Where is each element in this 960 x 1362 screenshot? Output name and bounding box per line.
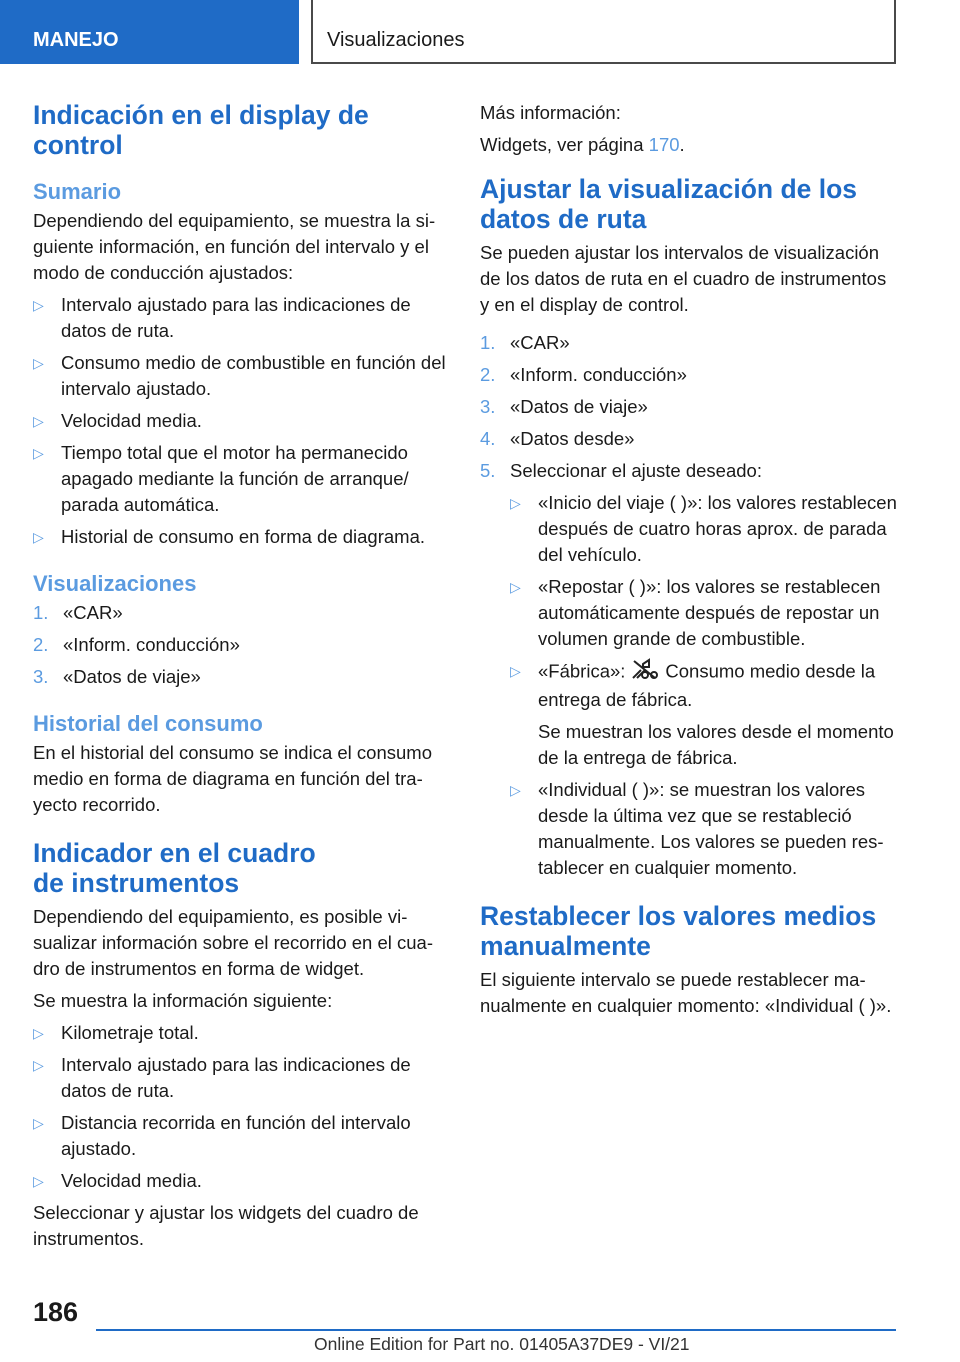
right-column [480, 100, 898, 1025]
list-item: 2. «Inform. conducción» [480, 364, 687, 385]
page-link[interactable]: 170 [648, 134, 680, 155]
list-item: ▷ Distancia recorrida en función del intervalo ajustado. [33, 1112, 411, 1159]
triangle-right-icon: ▷ [33, 413, 44, 429]
list-item: ▷ «Inicio del viaje ( )»: los valores restablecen después de cuatro horas aprox. de parada del vehículo. [510, 492, 897, 565]
section-tab [0, 0, 299, 64]
heading-visualizaciones: Visualizaciones [33, 571, 197, 596]
footer-divider [96, 1329, 896, 1331]
triangle-right-icon: ▷ [33, 1025, 44, 1041]
list-item: 4. «Datos desde» [480, 428, 635, 449]
restablecer-text: El siguiente intervalo se puede restablecer manualmente en cualquier momento: «Individual ( )». [480, 969, 892, 1016]
page-number: 186 [33, 1297, 79, 1327]
list-item: ▷ Consumo medio de combustible en función del intervalo ajustado. [33, 352, 446, 399]
heading-cuadro-instrumentos: Indicador en el cuadro de instrumentos [33, 838, 316, 898]
triangle-right-icon: ▷ [33, 445, 44, 461]
list-item: 3. «Datos de viaje» [33, 666, 201, 687]
section-label: MANEJO [33, 29, 119, 51]
widgets-ref: Widgets, ver página 170. [480, 134, 685, 155]
ajustar-text: Se pueden ajustar los intervalos de visualización de los datos de ruta en el cuadro de instrumentos y en el display de control. [480, 242, 887, 315]
triangle-right-icon: ▷ [33, 297, 44, 313]
heading-sumario: Sumario [33, 179, 122, 204]
heading-display-control: Indicación en el display de control [33, 100, 369, 160]
list-item: ▷ «Fábrica»: Consumo medio desde la entrega de fábrica. [510, 658, 898, 713]
cuadro-final: Seleccionar y ajustar los widgets del cuadro de instrumentos. [33, 1202, 419, 1249]
historial-text: En el historial del consumo se indica el consumo medio en forma de diagrama en función del trayecto recorrido. [33, 742, 432, 815]
triangle-right-icon: ▷ [510, 782, 521, 798]
list-item: ▷ «Repostar ( )»: los valores se restablecen automáticamente después de repostar un volumen grande de combustible. [510, 576, 881, 649]
list-item: 2. «Inform. conducción» [33, 634, 240, 655]
factory-fuel-icon [631, 658, 659, 687]
triangle-right-icon: ▷ [33, 1173, 44, 1189]
triangle-right-icon: ▷ [510, 495, 521, 511]
sumario-intro: Dependiendo del equipamiento, se muestra la siguiente información, en función del intervalo y el modo de conducción ajustados: [33, 210, 436, 283]
left-column [33, 100, 451, 1258]
triangle-right-icon: ▷ [510, 579, 521, 595]
options-list [510, 490, 898, 881]
list-item: ▷ Kilometraje total. [33, 1020, 451, 1046]
triangle-right-icon: ▷ [33, 1115, 44, 1131]
triangle-right-icon: ▷ [33, 355, 44, 371]
list-item: ▷ Intervalo ajustado para las indicaciones de datos de ruta. [33, 1054, 411, 1101]
list-item: ▷ Velocidad media. [33, 1168, 451, 1194]
edition-footer: Online Edition for Part no. 01405A37DE9 - VI/21 [314, 1334, 690, 1354]
cuadro-intro: Dependiendo del equipamiento, es posible visualizar información sobre el recorrido en el cuadro de instrumentos en forma de widget. [33, 906, 434, 979]
chapter-label: Visualizaciones [327, 29, 465, 51]
fabrica-note: Se muestran los valores desde el momento de la entrega de fábrica. [538, 721, 894, 768]
triangle-right-icon: ▷ [33, 1057, 44, 1073]
heading-ajustar: Ajustar la visualización de los datos de ruta [480, 174, 858, 234]
list-item: ▷ Velocidad media. [33, 408, 451, 434]
list-item: ▷ Historial de consumo en forma de diagrama. [33, 524, 451, 550]
cuadro-info: Se muestra la información siguiente: [33, 990, 333, 1011]
mas-info: Más información: [480, 102, 621, 123]
list-item: ▷ Intervalo ajustado para las indicaciones de datos de ruta. [33, 294, 411, 341]
triangle-right-icon: ▷ [33, 529, 44, 545]
list-item: 3. «Datos de viaje» [480, 396, 648, 417]
list-item: ▷ Tiempo total que el motor ha permanecido apagado mediante la función de arranque/ parada automática. [33, 442, 409, 515]
list-item: 1. «CAR» [33, 602, 123, 623]
chapter-tab [311, 0, 896, 64]
triangle-right-icon: ▷ [510, 663, 521, 679]
list-item: ▷ «Individual ( )»: se muestran los valores desde la última vez que se restableció manualmente. Los valores se pueden restablecer en cualquier momento. [510, 779, 884, 878]
list-item: 1. «CAR» [480, 332, 570, 353]
list-item: 5. Seleccionar el ajuste deseado: [480, 460, 762, 481]
heading-historial: Historial del consumo [33, 711, 263, 736]
heading-restablecer: Restablecer los valores medios manualmente [480, 901, 877, 961]
